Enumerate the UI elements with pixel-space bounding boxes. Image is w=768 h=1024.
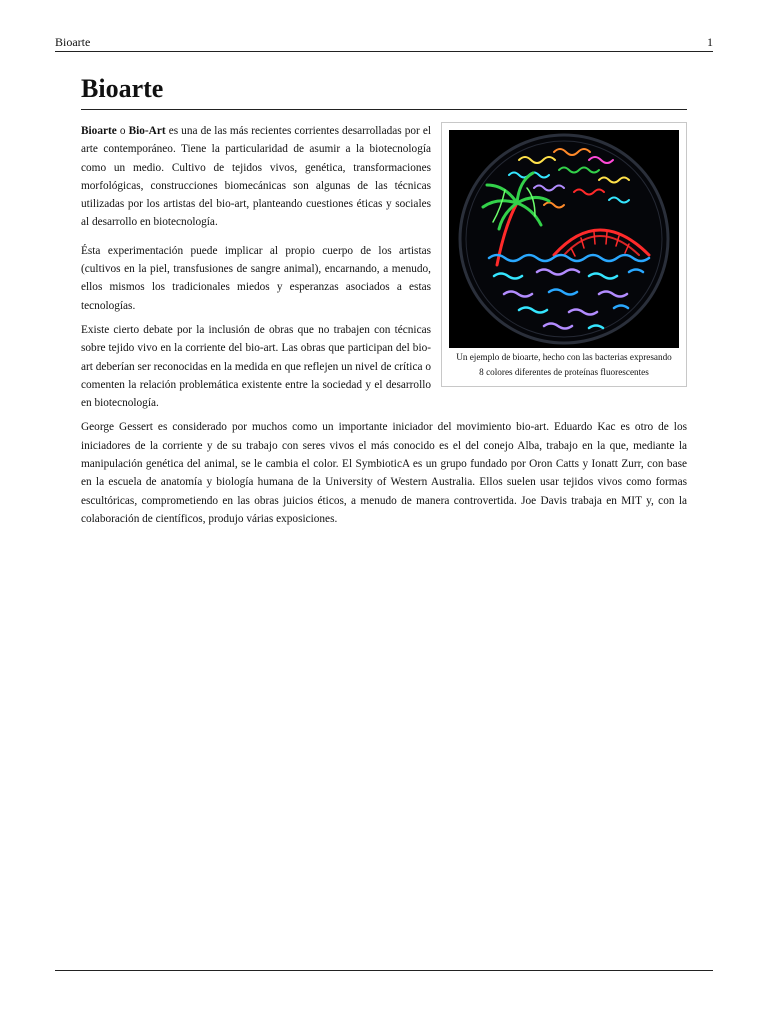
term-bioarte: Bioarte	[81, 125, 117, 137]
paragraph-2: Ésta experimentación puede implicar al propio cuerpo de los artistas (cultivos en la piel, transfusiones de sangre animal), encarnando, a menudo, ellos mismos los tradicionales miedos y esperanzas asociados a estas tecnologías.	[81, 244, 431, 312]
figure-caption: Un ejemplo de bioarte, hecho con las bacterias expresando 8 colores diferentes de proteínas fluorescentes	[456, 352, 672, 377]
term-connector: o	[116, 125, 129, 137]
footer-rule	[55, 970, 713, 971]
page-title: Bioarte	[81, 74, 687, 110]
bioart-petri-dish-image	[449, 130, 679, 348]
intro-section	[81, 122, 687, 528]
article	[81, 74, 687, 534]
paragraph-4: George Gessert es considerado por muchos como un importante iniciador del movimiento bio-art. Eduardo Kac es otro de los iniciadores de la corriente y de su trabajo con seres vivos el más conocido es el del conejo Alba, trabajo en la que, mediante la manipulación genética del animal, se le cambia el color. El SymbioticA es un grupo fundado por Oron Catts y Ionatt Zurr, con base en la escuela de anatomía y biología humana de la University of Western Australia. Ellos suelen usar tejidos vivos como formas escultóricas, comprometiendo en las obras juicios éticos, a menudo de manera controvertida. Joe Davis trabaja en MIT y, con la colaboración de científicos, produjo várias exposiciones.	[81, 421, 687, 525]
running-header	[55, 35, 713, 52]
running-header-title: Bioarte	[55, 35, 91, 49]
term-bio-art: Bio-Art	[128, 125, 166, 137]
figure-box	[441, 122, 687, 387]
paragraph-3: Existe cierto debate por la inclusión de obras que no trabajen con técnicas sobre tejido vivo en la corriente del bio-art. Las obras que participan del bio-art deberían ser reconocidas en la medida en que reflejen un nivel de crítica o comenten la relación problemática existente entre la sociedad y el desarrollo en biotecnología.	[81, 323, 431, 410]
page-number: 1	[707, 35, 713, 49]
intro-text: es una de las más recientes corrientes desarrolladas por el arte contemporáneo. Tiene la particularidad de asumir a la biotecnología como un medio. Cultivo de tejidos vivos, genética, transformaciones morfológicas, construcciones biomecánicas son algunas de las técnicas utilizadas por los artistas del bio-art, planteando cuestiones éticas y sociales al desarrollo en biotecnología.	[81, 125, 432, 229]
